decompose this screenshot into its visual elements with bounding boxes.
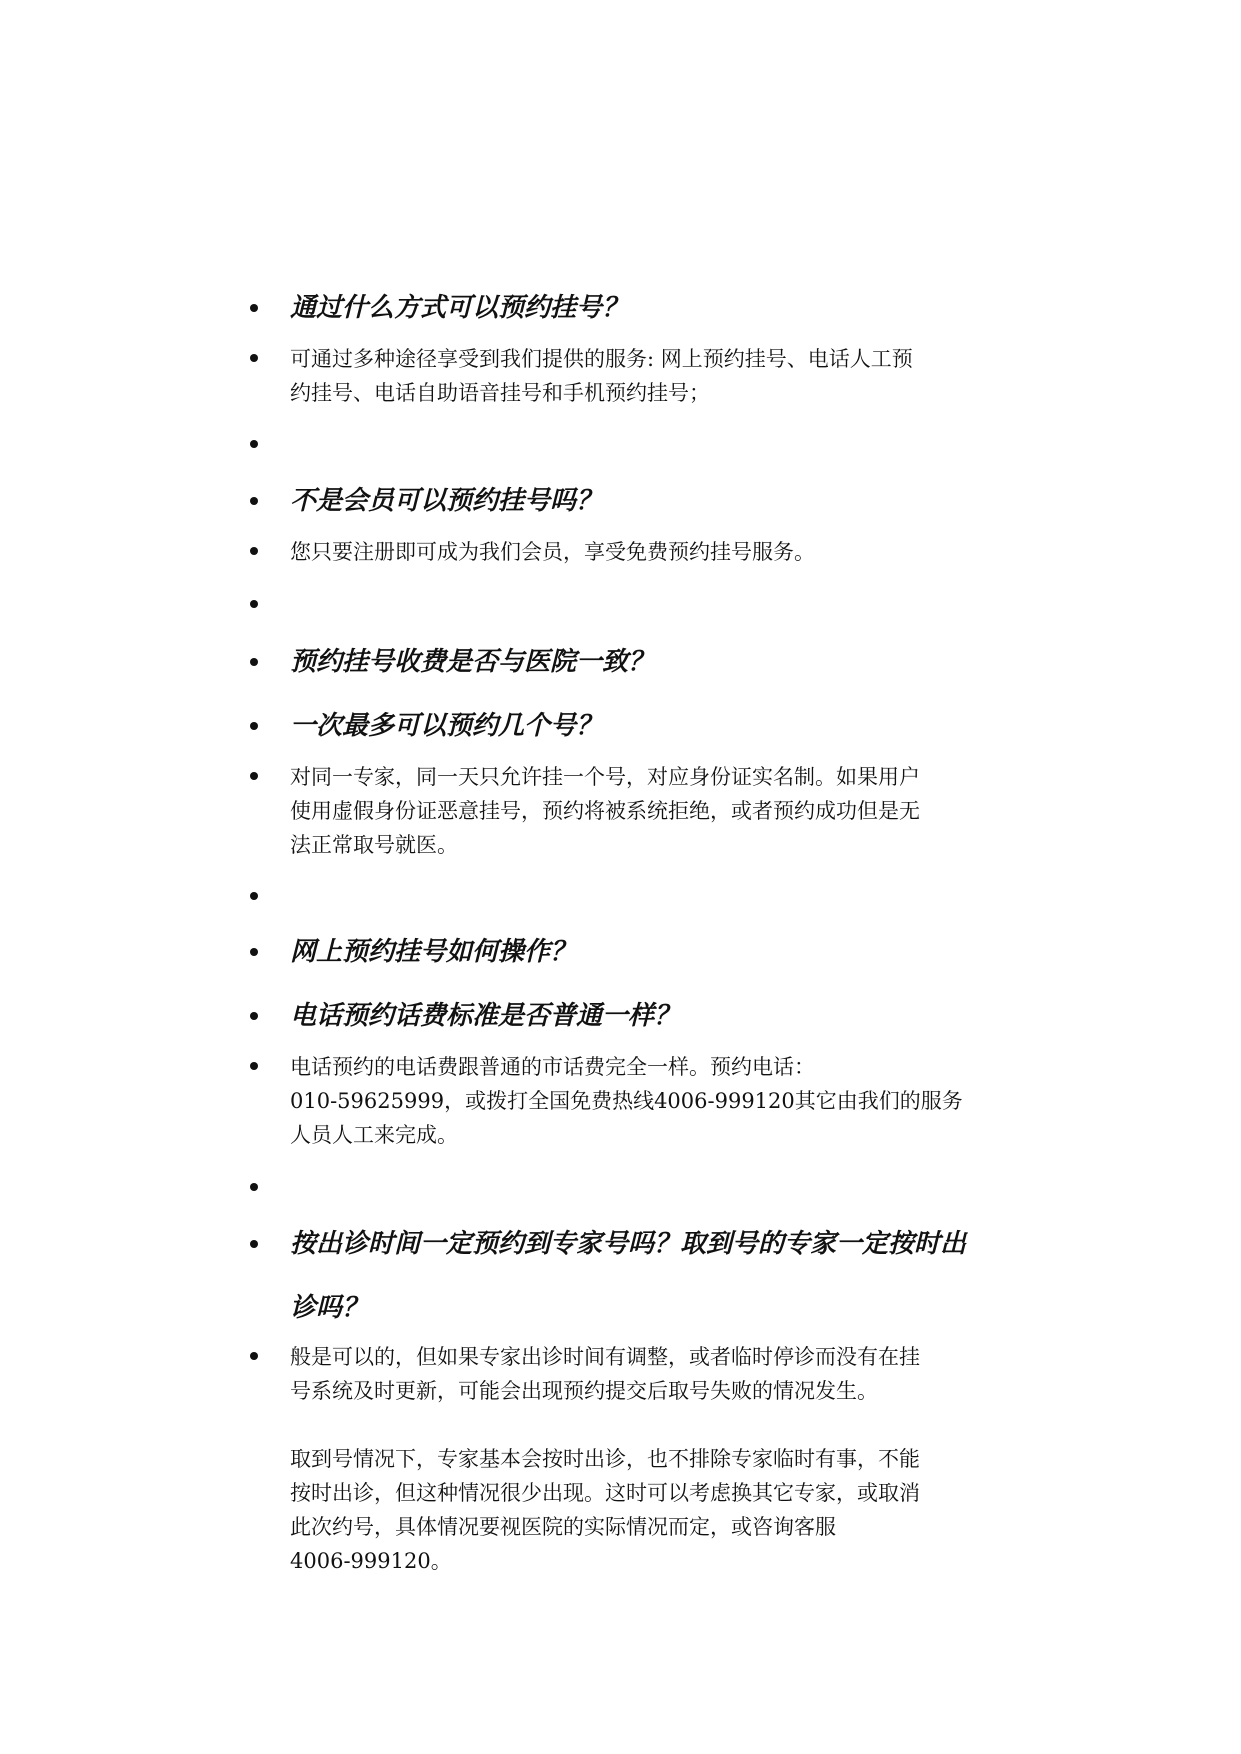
question-text: 不是会员可以预约挂号吗？ (290, 486, 603, 516)
bullet-icon (250, 948, 258, 956)
question-line: 诊吗？ (290, 1293, 369, 1323)
answer-line: 使用虚假身份证恶意挂号，预约将被系统拒绝，或者预约成功但是无 (290, 799, 920, 823)
bullet-icon (250, 1062, 258, 1070)
question-text: 通过什么方式可以预约挂号？ (290, 293, 629, 323)
answer-line: 人员人工来完成。 (290, 1123, 458, 1147)
answer-line: 此次约号，具体情况要视医院的实际情况而定，或咨询客服 (290, 1515, 836, 1539)
answer-line: 电话预约的电话费跟普通的市话费完全一样。预约电话： (290, 1055, 815, 1079)
bullet-icon (250, 304, 258, 312)
question-text: 预约挂号收费是否与医院一致？ (290, 647, 655, 677)
answer-line: 您只要注册即可成为我们会员，享受免费预约挂号服务。 (290, 540, 815, 564)
bullet-icon (250, 772, 258, 780)
answer-line: 号系统及时更新，可能会出现预约提交后取号失败的情况发生。 (290, 1379, 878, 1403)
bullet-icon (250, 722, 258, 730)
bullet-icon (250, 658, 258, 666)
bullet-icon (250, 1240, 258, 1248)
question-line: 按出诊时间一定预约到专家号吗？取到号的专家一定按时出 (290, 1229, 967, 1259)
question-text: 电话预约话费标准是否普通一样？ (290, 1001, 681, 1031)
answer-text (290, 1050, 1030, 1152)
answer-line: 般是可以的，但如果专家出诊时间有调整，或者临时停诊而没有在挂 (290, 1345, 920, 1369)
answer-line: 可通过多种途径享受到我们提供的服务: 网上预约挂号、电话人工预 (290, 347, 913, 371)
answer-line: 010-59625999，或拨打全国免费热线4006-999120其它由我们的服务 (290, 1089, 963, 1113)
bullet-icon (250, 354, 258, 362)
question-text: 一次最多可以预约几个号？ (290, 711, 603, 741)
answer-line: 按时出诊，但这种情况很少出现。这时可以考虑换其它专家，或取消 (290, 1481, 920, 1505)
answer-text (290, 1340, 1030, 1578)
bullet-icon (250, 440, 258, 448)
answer-line: 取到号情况下，专家基本会按时出诊，也不排除专家临时有事，不能 (290, 1447, 920, 1471)
bullet-icon (250, 1352, 258, 1360)
answer-line: 4006-999120。 (290, 1549, 452, 1573)
answer-text (290, 760, 1030, 862)
answer-line: 法正常取号就医。 (290, 833, 458, 857)
question-text: 网上预约挂号如何操作？ (290, 937, 577, 967)
bullet-icon (250, 1012, 258, 1020)
answer-line: 约挂号、电话自助语音挂号和手机预约挂号； (290, 381, 710, 405)
answer-text (290, 342, 1030, 410)
bullet-icon (250, 497, 258, 505)
bullet-icon (250, 1183, 258, 1191)
answer-text (290, 535, 1030, 569)
bullet-icon (250, 547, 258, 555)
question-text (290, 1226, 1030, 1326)
bullet-icon (250, 892, 258, 900)
bullet-icon (250, 600, 258, 608)
answer-line: 对同一专家，同一天只允许挂一个号，对应身份证实名制。如果用户 (290, 765, 920, 789)
